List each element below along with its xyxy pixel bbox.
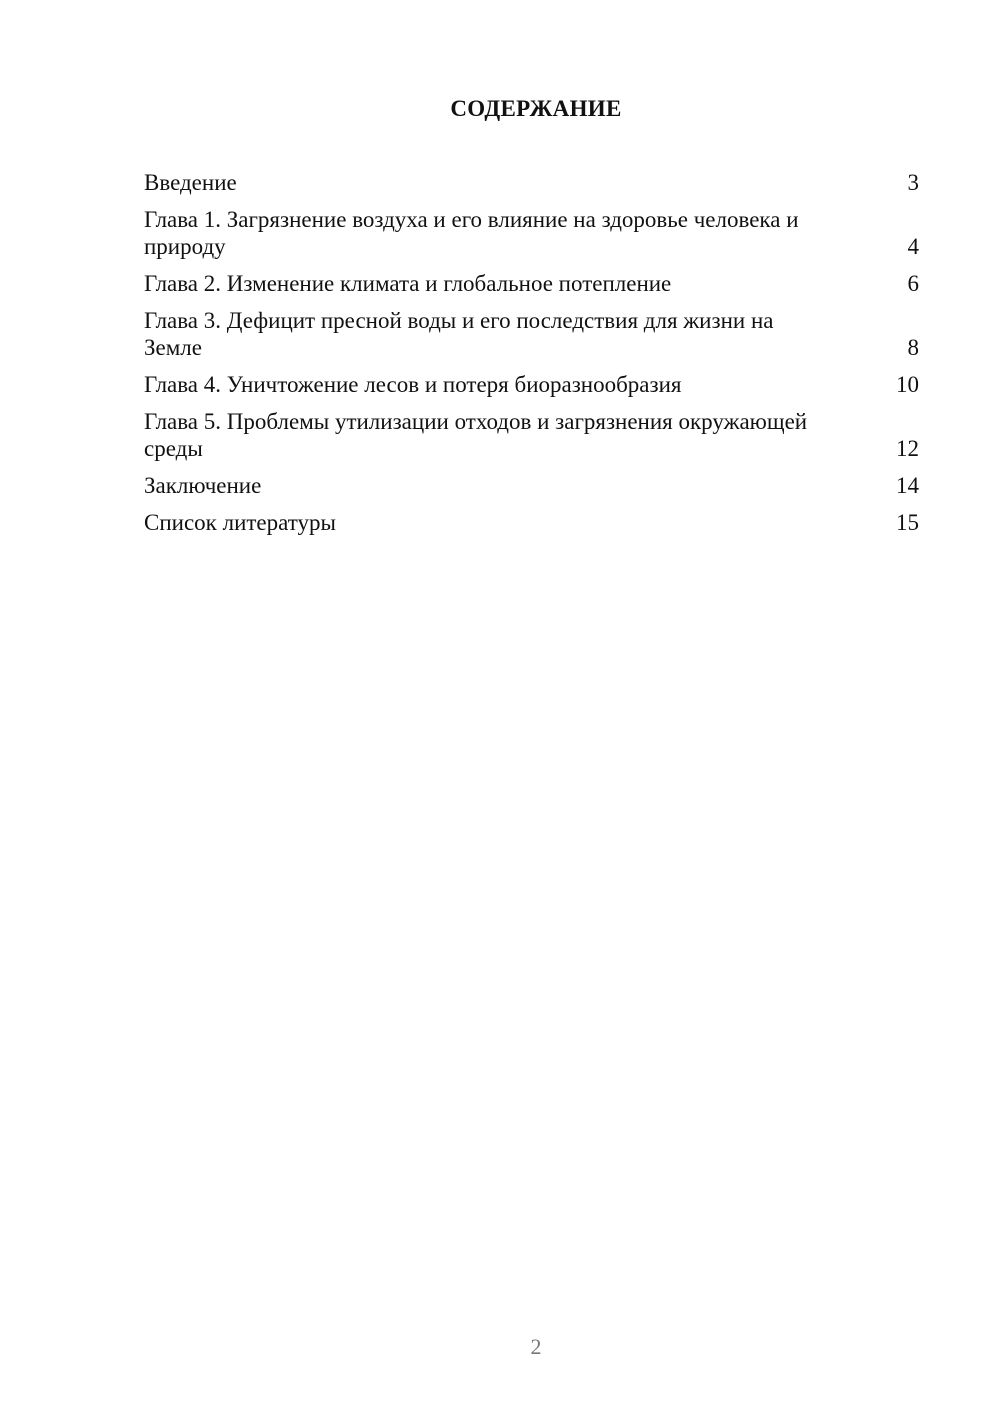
- page-number: 2: [530, 1334, 542, 1359]
- toc-title: СОДЕРЖАНИЕ: [450, 96, 622, 121]
- toc-entry-text: Список литературы: [144, 510, 336, 535]
- toc-entry-chapter-4: [144, 371, 919, 398]
- toc-entry-text: Глава 3. Дефицит пресной воды и его последствия для жизни на Земле: [144, 308, 774, 360]
- toc-entry-chapter-5: [144, 408, 919, 462]
- toc-entry-text: Глава 1. Загрязнение воздуха и его влияние на здоровье человека и природу: [144, 207, 799, 259]
- toc-entry-conclusion: [144, 472, 919, 499]
- toc-entry-introduction: [144, 169, 919, 196]
- toc-entry-page: 4: [907, 234, 919, 259]
- table-of-contents: [144, 169, 919, 546]
- toc-entry-page: 15: [896, 510, 919, 535]
- toc-entry-chapter-2: [144, 270, 919, 297]
- toc-entry-page: 3: [907, 170, 919, 195]
- toc-entry-page: 14: [896, 473, 919, 498]
- toc-entry-text: Глава 5. Проблемы утилизации отходов и загрязнения окружающей среды: [144, 409, 808, 461]
- toc-entry-page: 8: [907, 335, 919, 360]
- toc-entry-references: [144, 509, 919, 536]
- toc-entry-page: 6: [907, 271, 919, 296]
- toc-entry-text: Введение: [144, 170, 237, 195]
- toc-entry-text: Заключение: [144, 473, 262, 498]
- toc-entry-text: Глава 4. Уничтожение лесов и потеря биоразнообразия: [144, 372, 682, 397]
- toc-entry-chapter-1: [144, 206, 919, 260]
- toc-entry-chapter-3: [144, 307, 919, 361]
- toc-entry-page: 10: [896, 372, 919, 397]
- toc-entry-text: Глава 2. Изменение климата и глобальное потепление: [144, 271, 672, 296]
- toc-entry-page: 12: [896, 436, 919, 461]
